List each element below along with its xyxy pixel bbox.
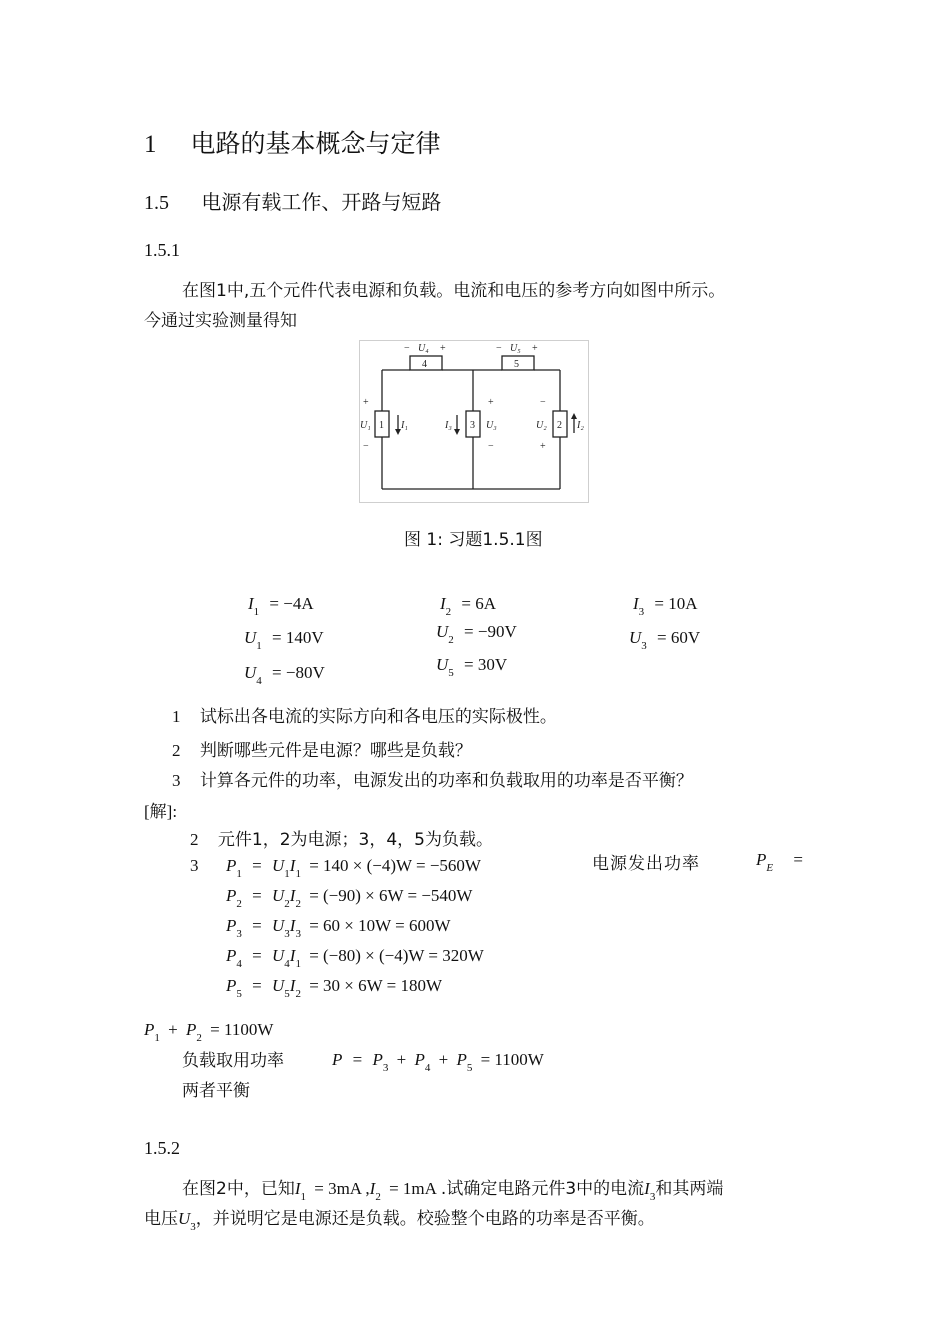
p2-i1: I — [294, 1179, 301, 1198]
u5-label: U₅ — [510, 343, 521, 354]
p2-line2-b: ，并说明它是电源还是负载。校验整个电路的功率是否平衡。 — [195, 1209, 655, 1229]
answer-2-num: 2 — [190, 830, 199, 849]
given-u2-sym: U — [436, 622, 449, 641]
power-row-4-psub: 4 — [236, 958, 242, 970]
source-sum-b: P — [185, 1020, 197, 1039]
given-u1-sub: 1 — [256, 640, 262, 652]
p2-u3: U — [178, 1209, 191, 1228]
load-power-lhs: P — [332, 1050, 343, 1069]
power-row-3-p: P — [226, 916, 237, 935]
power-row-2-asub: 2 — [284, 898, 290, 910]
given-u2 — [436, 622, 517, 646]
load-p3-sub: 3 — [382, 1062, 389, 1074]
power-row-3-bsub: 3 — [295, 928, 301, 940]
problem-2-line2 — [144, 1204, 655, 1233]
power-row-2-b: I — [289, 886, 296, 905]
power-row-1: $P_1 = U_1I_1 = 140 \times (-4)W = -560W$ — [226, 856, 481, 880]
load-p3: P — [372, 1050, 383, 1069]
power-row-5-asub: 5 — [284, 988, 290, 1000]
given-u3 — [629, 628, 701, 652]
question-3-num: 3 — [172, 771, 181, 790]
u2-minus: − — [540, 397, 546, 408]
load-power-equation: $P = P_3 + P_4 + P_5 = 1100W$ — [332, 1050, 544, 1074]
given-i2-sym: I — [440, 594, 446, 613]
given-u3-sym: U — [629, 628, 642, 647]
p2-i1-val: = 3mA , — [314, 1179, 370, 1198]
load-p4: P — [414, 1050, 425, 1069]
power-row-3-psub: 3 — [236, 928, 242, 940]
load-p5: P — [456, 1050, 467, 1069]
i3-label: I₃ — [445, 420, 452, 431]
power-row-1-a: U — [271, 856, 285, 875]
load-power-rest: = 1100W — [480, 1050, 544, 1069]
power-row-5-p: P — [226, 976, 237, 995]
source-sum-asub: 1 — [154, 1032, 160, 1044]
power-row-5-psub: 5 — [236, 988, 242, 1000]
source-sum-bsub: 2 — [196, 1032, 202, 1044]
source-sum-rest: = 1100W — [210, 1020, 274, 1039]
p2-line1-b: .试确定电路元件3中的电流 — [440, 1179, 645, 1199]
box-5-label: 5 — [514, 359, 519, 370]
power-row-2-rest: = (−90) × 6W = −540W — [309, 886, 473, 905]
source-power-label: 电源发出功率 — [592, 854, 700, 874]
p2-i3-sub: 3 — [649, 1191, 656, 1203]
u3-plus: + — [488, 397, 494, 408]
given-u4 — [244, 663, 325, 687]
answer-2 — [190, 825, 493, 850]
answer-3-num: 3 — [190, 856, 199, 875]
p2-line1-a: 在图2中，已知 — [182, 1179, 295, 1199]
question-1 — [172, 702, 557, 727]
u1-minus: − — [363, 441, 369, 452]
source-power-sym: P — [756, 850, 767, 869]
given-u5-sym: U — [436, 655, 449, 674]
power-row-1-b: I — [289, 856, 296, 875]
problem-2-line1 — [182, 1174, 724, 1203]
power-row-3-rest: = 60 × 10W = 600W — [309, 916, 451, 935]
given-u1-val: = 140V — [272, 628, 324, 647]
box-3-label: 3 — [470, 420, 475, 431]
given-u5 — [436, 655, 508, 679]
problem-2-number: 1.5.2 — [144, 1138, 180, 1158]
i1-label: I₁ — [401, 420, 408, 431]
source-power-eq: = — [793, 850, 803, 869]
problem-1-intro-line2: 今通过实验测量得知 — [144, 311, 297, 331]
given-i1-val: = −4A — [269, 594, 314, 613]
p2-i1-sub: 1 — [300, 1191, 306, 1203]
power-row-4-b: I — [289, 946, 296, 965]
answer-2-text: 元件1，2为电源；3，4，5为负载。 — [217, 830, 493, 850]
load-power-label: 负载取用功率 — [182, 1051, 284, 1071]
power-row-4: $P_4 = U_4I_1 = (-80) \times (-4)W = 320W$ — [226, 946, 484, 970]
power-row-4-rest: = (−80) × (−4)W = 320W — [309, 946, 484, 965]
box-2-label: 2 — [557, 420, 562, 431]
given-u4-sym: U — [244, 663, 257, 682]
question-2 — [172, 736, 472, 761]
problem-1-number: 1.5.1 — [144, 240, 180, 260]
power-row-1-asub: 1 — [284, 868, 290, 880]
p2-i2: I — [369, 1179, 376, 1198]
p2-i2-val: = 1mA — [389, 1179, 437, 1198]
section-heading — [144, 186, 441, 215]
given-i1-sym: I — [248, 594, 254, 613]
source-power-symbol — [756, 850, 803, 874]
given-i1 — [248, 594, 314, 618]
given-i1-sub: 1 — [253, 606, 260, 618]
power-row-4-bsub: 1 — [295, 958, 301, 970]
u3-minus: − — [488, 441, 494, 452]
chapter-heading — [144, 124, 440, 160]
power-row-3-b: I — [289, 916, 296, 935]
section-title: 电源有载工作、开路与短路 — [201, 190, 442, 214]
circuit-figure-1 — [359, 340, 589, 503]
given-i2 — [440, 594, 497, 618]
p2-i2-sub: 2 — [375, 1191, 381, 1203]
balance-text: 两者平衡 — [182, 1081, 250, 1101]
power-row-2: $P_2 = U_2I_2 = (-90) \times 6W = -540W$ — [226, 886, 473, 910]
source-power-sub: E — [766, 862, 774, 874]
given-u2-val: = −90V — [464, 622, 517, 641]
solution-label: [解]: — [144, 802, 178, 821]
power-row-5-rest: = 30 × 6W = 180W — [309, 976, 442, 995]
p2-u3-sub: 3 — [190, 1221, 196, 1233]
figure-1-caption: 图 1: 习题1.5.1图 — [404, 530, 543, 550]
power-row-1-psub: 1 — [236, 868, 242, 880]
question-1-num: 1 — [172, 707, 181, 726]
given-u1 — [244, 628, 324, 652]
section-number: 1.5 — [144, 192, 169, 214]
given-u4-val: = −80V — [272, 663, 325, 682]
power-row-3: $P_3 = U_3I_3 = 60 \times 10W = 600W$ — [226, 916, 451, 940]
given-i3-sym: I — [633, 594, 639, 613]
p2-line2-a: 电压 — [144, 1209, 178, 1229]
power-row-5-a: U — [271, 976, 285, 995]
power-row-4-p: P — [226, 946, 237, 965]
given-i2-sub: 2 — [445, 606, 452, 618]
chapter-title: 电路的基本概念与定律 — [190, 129, 441, 158]
load-p4-sub: 4 — [424, 1062, 431, 1074]
u1-label: U₁ — [360, 420, 371, 431]
u5-minus: − — [496, 343, 502, 354]
load-p5-sub: 5 — [466, 1062, 473, 1074]
question-3 — [172, 766, 693, 791]
question-2-text: 判断哪些元件是电源？哪些是负载？ — [199, 741, 472, 761]
given-i3-val: = 10A — [654, 594, 698, 613]
i2-label: I₂ — [577, 420, 584, 431]
box-1-label: 1 — [379, 420, 384, 431]
question-3-text: 计算各元件的功率，电源发出的功率和负载取用的功率是否平衡？ — [199, 771, 693, 791]
u2-label: U₂ — [536, 420, 547, 431]
given-u5-val: = 30V — [464, 655, 508, 674]
power-row-5: $P_5 = U_5I_2 = 30 \times 6W = 180W$ — [226, 976, 442, 1000]
given-u5-sub: 5 — [448, 667, 454, 679]
power-row-5-b: I — [289, 976, 296, 995]
u5-plus: + — [532, 343, 538, 354]
given-i2-val: = 6A — [461, 594, 497, 613]
question-1-text: 试标出各电流的实际方向和各电压的实际极性。 — [199, 707, 557, 727]
u4-plus: + — [440, 343, 446, 354]
given-u4-sub: 4 — [256, 675, 262, 687]
question-2-num: 2 — [172, 741, 181, 760]
source-power-sum: $P_1 + P_2 = 1100W$ — [144, 1020, 274, 1044]
given-i3 — [633, 594, 698, 618]
u1-plus: + — [363, 397, 369, 408]
given-u3-sub: 3 — [641, 640, 647, 652]
given-u3-val: = 60V — [657, 628, 701, 647]
power-row-3-a: U — [271, 916, 285, 935]
circuit-diagram — [360, 341, 588, 502]
u4-minus: − — [404, 343, 410, 354]
u4-label: U₄ — [418, 343, 429, 354]
power-row-2-a: U — [271, 886, 285, 905]
power-row-4-a: U — [271, 946, 285, 965]
chapter-number: 1 — [144, 131, 157, 158]
given-u2-sub: 2 — [448, 634, 454, 646]
power-row-1-p: P — [226, 856, 237, 875]
problem-1-intro-line1: 在图1中,五个元件代表电源和负载。电流和电压的参考方向如图中所示。 — [182, 281, 726, 301]
power-row-1-bsub: 1 — [295, 868, 301, 880]
p2-i3: I — [644, 1179, 650, 1198]
power-row-2-p: P — [226, 886, 237, 905]
given-i3-sub: 3 — [638, 606, 645, 618]
power-row-2-bsub: 2 — [295, 898, 301, 910]
power-row-1-rest: = 140 × (−4)W = −560W — [309, 856, 481, 875]
given-u1-sym: U — [244, 628, 257, 647]
u2-plus: + — [540, 441, 546, 452]
box-4-label: 4 — [422, 359, 427, 370]
source-sum-a: P — [144, 1020, 155, 1039]
p2-line1-c: 和其两端 — [655, 1179, 724, 1199]
power-row-2-psub: 2 — [236, 898, 242, 910]
power-row-4-asub: 4 — [284, 958, 290, 970]
power-row-3-asub: 3 — [284, 928, 290, 940]
u3-label: U₃ — [486, 420, 497, 431]
power-row-5-bsub: 2 — [295, 988, 301, 1000]
